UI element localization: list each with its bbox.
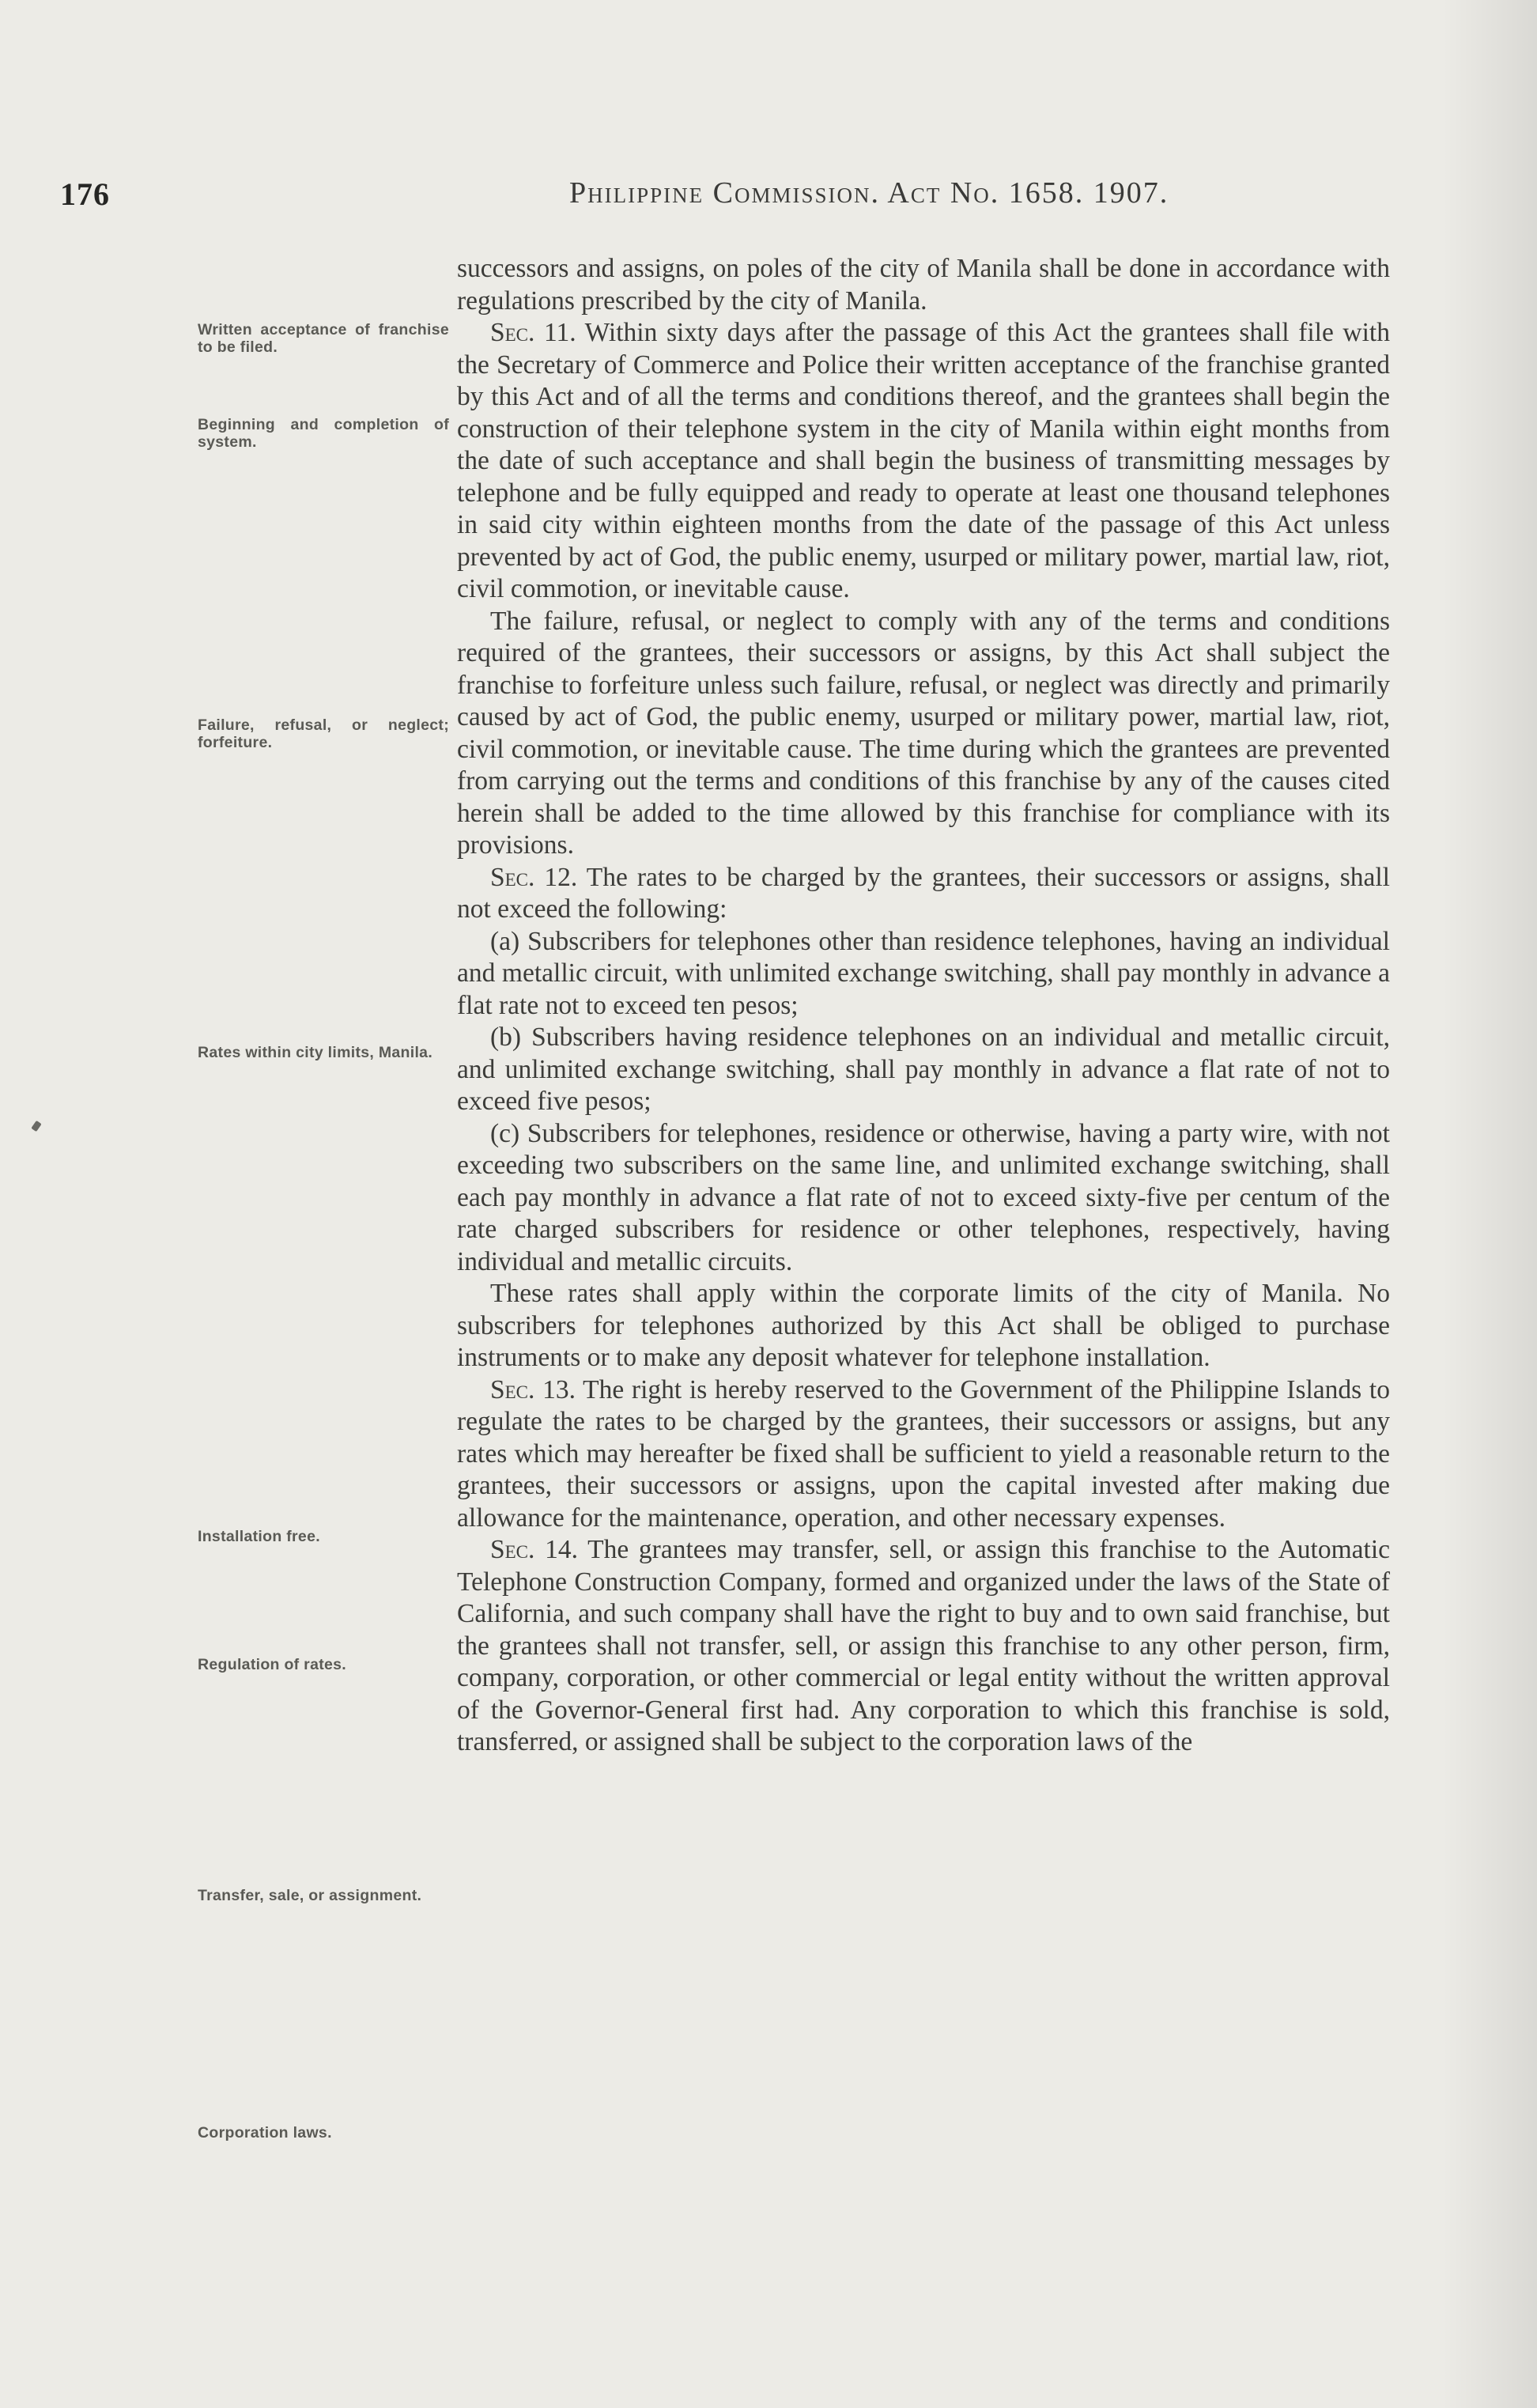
section-14 bbox=[457, 1534, 1390, 1759]
clause-text: Subscribers for telephones, residence or otherwise, having a party wire, with not exceeding two subscribers on the same line, and unlimited exchange switching, shall each pay monthly in advance a flat rate of not to exceed sixty-five per centum of the rate charged subscribers for residence or other telephones, respectively, having individual and metallic circuits. bbox=[457, 1118, 1390, 1276]
clause-label: (a) bbox=[490, 926, 520, 956]
paragraph-installation: These rates shall apply within the corporate limits of the city of Manila. No subscribers for telephones authorized by this Act shall be obliged to purchase instruments or to make any deposit whatever for telephone installation. bbox=[457, 1279, 1390, 1372]
clause-b bbox=[457, 1022, 1390, 1118]
clause-text: Subscribers for telephones other than residence telephones, having an individual and metallic circuit, with unlimited exchange switching, shall pay monthly in advance a flat rate not to exceed ten pesos; bbox=[457, 926, 1390, 1020]
section-13 bbox=[457, 1374, 1390, 1535]
clause-label: (c) bbox=[490, 1118, 520, 1148]
paragraph-continuation: successors and assigns, on poles of the city of Manila shall be done in accordance with regulations prescribed by the city of Manila. bbox=[457, 254, 1390, 316]
stray-ink-mark bbox=[31, 1121, 41, 1132]
section-label: Sec. 14. bbox=[490, 1535, 578, 1564]
page-number: 176 bbox=[60, 176, 110, 212]
section-text: The grantees may transfer, sell, or assign this franchise to the Automatic Telephone Construction Company, formed and organized under the laws of the State of California, and such company shall have the right to buy and to own said franchise, but the grantees shall not transfer, sell, or assign this franchise to any other person, firm, company, corporation, or other commercial or legal entity without the written approval of the Governor-General first had. Any corporation to which this franchise is sold, transferred, or assigned shall be subject to the corporation laws of the bbox=[457, 1535, 1390, 1756]
clause-label: (b) bbox=[490, 1023, 522, 1052]
running-head: Philippine Commission. Act No. 1658. 1907. bbox=[569, 176, 1169, 210]
margin-note-regulation-rates: Regulation of rates. bbox=[198, 1656, 347, 1673]
clause-c bbox=[457, 1118, 1390, 1279]
margin-note-failure-forfeiture: Failure, refusal, or neglect; forfeiture. bbox=[198, 716, 449, 751]
margin-note-corporation-laws: Corporation laws. bbox=[198, 2124, 332, 2141]
clause-a bbox=[457, 926, 1390, 1023]
margin-note-transfer-sale: Transfer, sale, or assignment. bbox=[198, 1887, 422, 1904]
margin-note-beginning-completion: Beginning and completion of system. bbox=[198, 416, 449, 451]
section-label: Sec. 11. bbox=[490, 318, 576, 347]
margin-note-written-acceptance: Written acceptance of franchise to be filed. bbox=[198, 321, 449, 356]
margin-note-installation-free: Installation free. bbox=[198, 1528, 320, 1545]
page-edge-shadow bbox=[1442, 0, 1537, 2408]
section-text: Within sixty days after the passage of this Act the grantees shall file with the Secretary of Commerce and Police their written acceptance of the franchise granted by this Act and of all the terms and conditions thereof, and the grantees shall begin the construction of their telephone system in the city of Manila within eight months from the date of such acceptance and shall begin the business of transmitting messages by telephone and be fully equipped and ready to operate at least one thousand telephones in said city within eighteen months from the date of the passage of this Act unless prevented by act of God, the public enemy, usurped or military power, martial law, riot, civil commotion, or inevitable cause. bbox=[457, 318, 1390, 603]
body-text bbox=[457, 253, 1390, 1759]
section-11 bbox=[457, 317, 1390, 606]
section-text: The rates to be charged by the grantees, their successors or assigns, shall not exceed the following: bbox=[457, 862, 1390, 924]
section-12 bbox=[457, 862, 1390, 926]
clause-text: Subscribers having residence telephones on an individual and metallic circuit, and unlimited exchange switching, shall pay monthly in advance a flat rate of not to exceed five pesos; bbox=[457, 1023, 1390, 1116]
paragraph-failure: The failure, refusal, or neglect to comply with any of the terms and conditions required of the grantees, their successors or assigns, by this Act shall subject the franchise to forfeiture unless such failure, refusal, or neglect was directly and primarily caused by act of God, the public enemy, usurped or military power, martial law, riot, civil commotion, or inevitable cause. The time during which the grantees are prevented from carrying out the terms and conditions of this franchise by any of the causes cited herein shall be added to the time allowed by this franchise for compliance with its provisions. bbox=[457, 606, 1390, 860]
section-label: Sec. 12. bbox=[490, 862, 578, 892]
section-text: The right is hereby reserved to the Government of the Philippine Islands to regulate the rates to be charged by the grantees, their successors or assigns, but any rates which may hereafter be fixed shall be sufficient to yield a reasonable return to the grantees, their successors or assigns, upon the capital invested after making due allowance for the maintenance, operation, and other necessary expenses. bbox=[457, 1374, 1390, 1533]
section-label: Sec. 13. bbox=[490, 1374, 576, 1404]
margin-note-rates-manila: Rates within city limits, Manila. bbox=[198, 1044, 433, 1061]
